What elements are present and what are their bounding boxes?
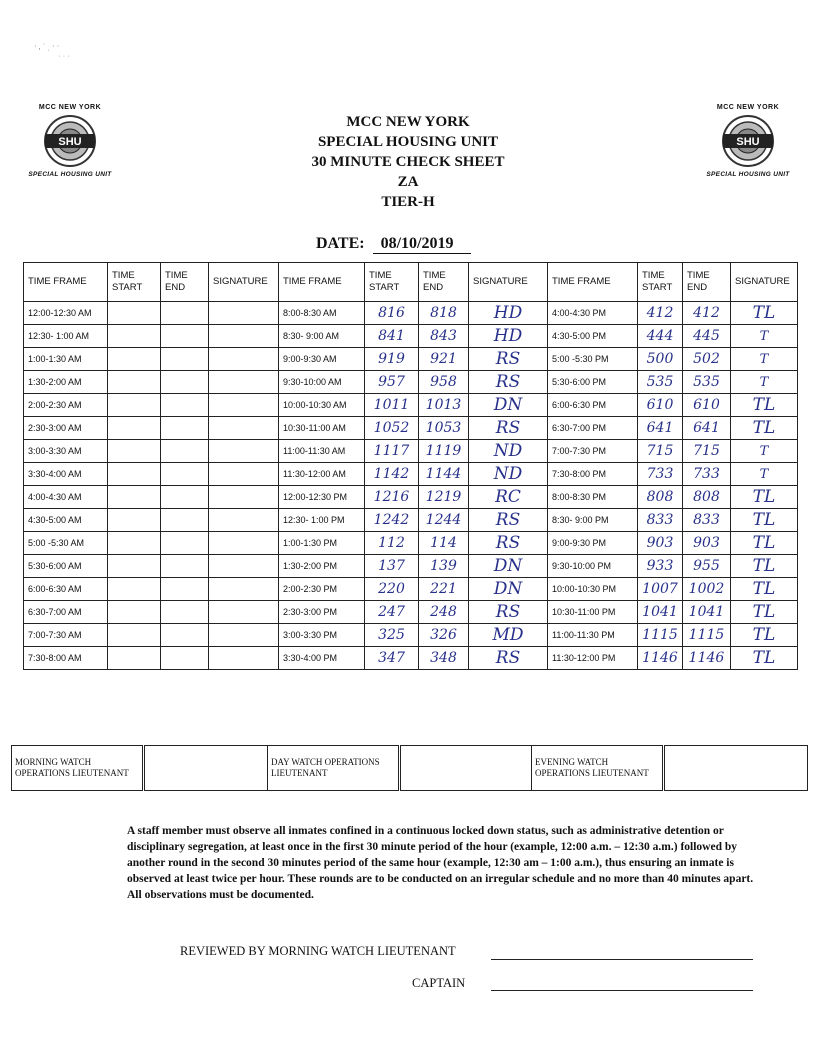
time-frame-cell: 2:00-2:30 AM	[24, 394, 108, 417]
time-frame-cell: 5:30-6:00 PM	[548, 371, 638, 394]
time-end-cell[interactable]: 1002	[683, 578, 731, 601]
time-end-cell[interactable]: 1041	[683, 601, 731, 624]
signature-cell[interactable]	[209, 601, 279, 624]
logo-bottom-text: SPECIAL HOUSING UNIT	[706, 171, 790, 178]
time-frame-cell: 11:00-11:30 PM	[548, 624, 638, 647]
time-frame-cell: 5:30-6:00 AM	[24, 555, 108, 578]
column-header: SIGNATURE	[209, 263, 279, 302]
time-end-cell[interactable]: 921	[419, 348, 469, 371]
table-header-row	[24, 263, 798, 302]
time-start-cell[interactable]: 816	[365, 302, 419, 325]
column-header: TIME END	[683, 263, 731, 302]
column-header: TIME END	[161, 263, 209, 302]
time-start-cell[interactable]: 919	[365, 348, 419, 371]
signature-cell[interactable]: T	[731, 348, 798, 371]
signature-cell[interactable]	[209, 532, 279, 555]
time-end-cell[interactable]: 715	[683, 440, 731, 463]
signature-cell[interactable]: TL	[731, 555, 798, 578]
time-start-cell[interactable]: 715	[638, 440, 683, 463]
time-frame-cell: 9:30-10:00 PM	[548, 555, 638, 578]
time-end-cell[interactable]	[161, 417, 209, 440]
signature-cell[interactable]: TL	[731, 578, 798, 601]
header-line-1: MCC NEW YORK	[346, 114, 470, 130]
signature-cell[interactable]: TL	[731, 601, 798, 624]
time-frame-cell: 10:00-10:30 PM	[548, 578, 638, 601]
time-start-cell[interactable]: 1242	[365, 509, 419, 532]
signature-cell[interactable]: MD	[469, 624, 548, 647]
time-start-cell[interactable]: 1216	[365, 486, 419, 509]
time-frame-cell: 12:00-12:30 AM	[24, 302, 108, 325]
time-start-cell[interactable]: 1007	[638, 578, 683, 601]
time-end-cell[interactable]: 114	[419, 532, 469, 555]
time-frame-cell: 7:30-8:00 PM	[548, 463, 638, 486]
column-header: TIME FRAME	[279, 263, 365, 302]
time-start-cell[interactable]: 1115	[638, 624, 683, 647]
time-start-cell[interactable]: 733	[638, 463, 683, 486]
time-end-cell[interactable]: 248	[419, 601, 469, 624]
policy-notice: A staff member must observe all inmates confined in a continuous locked down status, such as administrative detention or disciplinary segregation, at least once in the first 30 minute period of the hour (example, 12:00 a.m. – 12:30 a.m.) followed by another round in the second 30 minutes period of the same hour (example, 12:30 am – 1:00 a.m.), thus ensuring an inmate is observed at least twice per hour. These rounds are to be conducted on an irregular schedule and no more than 40 minutes apart. All observations must be documented.	[127, 825, 754, 901]
time-end-cell[interactable]	[161, 348, 209, 371]
time-frame-cell: 7:00-7:30 AM	[24, 624, 108, 647]
time-start-cell[interactable]: 641	[638, 417, 683, 440]
column-header: SIGNATURE	[469, 263, 548, 302]
table-row	[24, 371, 798, 394]
time-end-cell[interactable]	[161, 509, 209, 532]
svg-text:SHU: SHU	[736, 136, 760, 148]
table-row	[24, 578, 798, 601]
time-frame-cell: 11:30-12:00 AM	[279, 463, 365, 486]
time-end-cell[interactable]: 1013	[419, 394, 469, 417]
time-start-cell[interactable]	[108, 555, 161, 578]
time-start-cell[interactable]: 957	[365, 371, 419, 394]
time-start-cell[interactable]: 841	[365, 325, 419, 348]
time-start-cell[interactable]: 535	[638, 371, 683, 394]
time-start-cell[interactable]	[108, 348, 161, 371]
time-frame-cell: 4:00-4:30 AM	[24, 486, 108, 509]
time-end-cell[interactable]: 221	[419, 578, 469, 601]
time-end-cell[interactable]	[161, 555, 209, 578]
signature-cell[interactable]: TL	[731, 394, 798, 417]
header-line-5: TIER-H	[381, 194, 435, 210]
time-start-cell[interactable]: 808	[638, 486, 683, 509]
signature-cell[interactable]: DN	[469, 555, 548, 578]
time-frame-cell: 10:30-11:00 PM	[548, 601, 638, 624]
time-start-cell[interactable]	[108, 647, 161, 670]
signature-cell[interactable]: TL	[731, 302, 798, 325]
signature-cell[interactable]: T	[731, 463, 798, 486]
time-start-cell[interactable]	[108, 624, 161, 647]
time-frame-cell: 3:00-3:30 PM	[279, 624, 365, 647]
signature-cell[interactable]: TL	[731, 486, 798, 509]
time-frame-cell: 6:30-7:00 PM	[548, 417, 638, 440]
time-start-cell[interactable]: 903	[638, 532, 683, 555]
signature-cell[interactable]	[209, 509, 279, 532]
time-start-cell[interactable]: 412	[638, 302, 683, 325]
signature-cell[interactable]	[209, 578, 279, 601]
time-frame-cell: 3:30-4:00 AM	[24, 463, 108, 486]
column-header: TIME START	[365, 263, 419, 302]
time-end-cell[interactable]: 610	[683, 394, 731, 417]
time-frame-cell: 6:30-7:00 AM	[24, 601, 108, 624]
signature-cell[interactable]	[209, 440, 279, 463]
time-frame-cell: 12:30- 1:00 AM	[24, 325, 108, 348]
header-line-2: SPECIAL HOUSING UNIT	[317, 134, 499, 150]
scan-mark: · , ˈ ˌ · ·	[34, 42, 60, 51]
table-row	[24, 601, 798, 624]
time-start-cell[interactable]: 1052	[365, 417, 419, 440]
signature-cell[interactable]	[209, 647, 279, 670]
time-start-cell[interactable]	[108, 532, 161, 555]
signature-cell[interactable]: TL	[731, 624, 798, 647]
time-start-cell[interactable]	[108, 486, 161, 509]
time-start-cell[interactable]	[108, 509, 161, 532]
time-end-cell[interactable]: 535	[683, 371, 731, 394]
time-frame-cell: 8:00-8:30 AM	[279, 302, 365, 325]
signature-cell[interactable]	[209, 555, 279, 578]
time-start-cell[interactable]: 347	[365, 647, 419, 670]
time-frame-cell: 3:30-4:00 PM	[279, 647, 365, 670]
review-morning-lt-line[interactable]	[491, 958, 753, 960]
time-end-cell[interactable]: 1053	[419, 417, 469, 440]
signature-cell[interactable]: ND	[469, 440, 548, 463]
time-frame-cell: 8:30- 9:00 PM	[548, 509, 638, 532]
time-end-cell[interactable]: 1219	[419, 486, 469, 509]
table-row	[24, 624, 798, 647]
table-row	[24, 463, 798, 486]
signature-cell[interactable]: HD	[469, 302, 548, 325]
time-frame-cell: 11:30-12:00 PM	[548, 647, 638, 670]
time-start-cell[interactable]: 325	[365, 624, 419, 647]
signature-cell[interactable]	[209, 486, 279, 509]
day-watch-signature[interactable]	[400, 746, 532, 791]
time-end-cell[interactable]: 818	[419, 302, 469, 325]
day-watch-label: DAY WATCH OPERATIONS LIEUTENANT	[268, 746, 400, 791]
date-value: 08/10/2019	[373, 235, 472, 254]
signature-cell[interactable]	[209, 371, 279, 394]
signature-cell[interactable]: TL	[731, 532, 798, 555]
review-morning-lt-label: REVIEWED BY MORNING WATCH LIEUTENANT	[180, 944, 456, 958]
time-start-cell[interactable]	[108, 463, 161, 486]
time-start-cell[interactable]: 1117	[365, 440, 419, 463]
table-row	[24, 417, 798, 440]
table-row	[24, 440, 798, 463]
time-start-cell[interactable]	[108, 440, 161, 463]
time-end-cell[interactable]: 1119	[419, 440, 469, 463]
time-start-cell[interactable]: 220	[365, 578, 419, 601]
time-end-cell[interactable]: 412	[683, 302, 731, 325]
signature-cell[interactable]: HD	[469, 325, 548, 348]
column-header: TIME START	[108, 263, 161, 302]
column-header: TIME START	[638, 263, 683, 302]
table-row	[24, 647, 798, 670]
signature-cell[interactable]: DN	[469, 394, 548, 417]
time-start-cell[interactable]	[108, 371, 161, 394]
signature-cell[interactable]: RS	[469, 647, 548, 670]
time-frame-cell: 11:00-11:30 AM	[279, 440, 365, 463]
evening-watch-signature[interactable]	[664, 746, 808, 791]
table-row	[24, 486, 798, 509]
signature-cell[interactable]: RS	[469, 371, 548, 394]
morning-watch-label: MORNING WATCH OPERATIONS LIEUTENANT	[12, 746, 144, 791]
logo-top-text: MCC NEW YORK	[716, 104, 780, 111]
time-frame-cell: 4:30-5:00 AM	[24, 509, 108, 532]
signature-cell[interactable]: T	[731, 440, 798, 463]
column-header: SIGNATURE	[731, 263, 798, 302]
scan-mark: ˙ ˙ ˙	[58, 54, 70, 63]
time-start-cell[interactable]	[108, 601, 161, 624]
time-end-cell[interactable]	[161, 325, 209, 348]
signature-cell[interactable]: RS	[469, 532, 548, 555]
date-label: DATE:	[316, 235, 365, 252]
time-frame-cell: 1:00-1:30 AM	[24, 348, 108, 371]
time-start-cell[interactable]: 137	[365, 555, 419, 578]
time-end-cell[interactable]	[161, 440, 209, 463]
signature-cell[interactable]	[209, 325, 279, 348]
time-end-cell[interactable]	[161, 647, 209, 670]
signature-cell[interactable]: TL	[731, 647, 798, 670]
time-frame-cell: 3:00-3:30 AM	[24, 440, 108, 463]
time-frame-cell: 6:00-6:30 AM	[24, 578, 108, 601]
signature-cell[interactable]: RS	[469, 417, 548, 440]
time-frame-cell: 2:30-3:00 AM	[24, 417, 108, 440]
signature-cell[interactable]: TL	[731, 509, 798, 532]
time-start-cell[interactable]: 833	[638, 509, 683, 532]
time-end-cell[interactable]: 1115	[683, 624, 731, 647]
signature-cell[interactable]: RS	[469, 348, 548, 371]
time-start-cell[interactable]	[108, 302, 161, 325]
time-end-cell[interactable]: 955	[683, 555, 731, 578]
time-frame-cell: 8:00-8:30 PM	[548, 486, 638, 509]
signature-cell[interactable]	[209, 302, 279, 325]
time-frame-cell: 2:00-2:30 PM	[279, 578, 365, 601]
time-end-cell[interactable]: 843	[419, 325, 469, 348]
time-start-cell[interactable]: 247	[365, 601, 419, 624]
signature-cell[interactable]: ND	[469, 463, 548, 486]
time-start-cell[interactable]: 933	[638, 555, 683, 578]
time-end-cell[interactable]	[161, 394, 209, 417]
time-end-cell[interactable]	[161, 624, 209, 647]
time-frame-cell: 4:30-5:00 PM	[548, 325, 638, 348]
time-frame-cell: 7:30-8:00 AM	[24, 647, 108, 670]
time-start-cell[interactable]: 1146	[638, 647, 683, 670]
time-start-cell[interactable]: 1142	[365, 463, 419, 486]
signature-cell[interactable]: RS	[469, 509, 548, 532]
morning-watch-signature[interactable]	[144, 746, 268, 791]
signature-cell[interactable]: RC	[469, 486, 548, 509]
logo-bottom-text: SPECIAL HOUSING UNIT	[28, 171, 112, 178]
time-end-cell[interactable]	[161, 486, 209, 509]
time-frame-cell: 10:00-10:30 AM	[279, 394, 365, 417]
table-row	[24, 555, 798, 578]
table-row	[24, 325, 798, 348]
time-frame-cell: 5:00 -5:30 AM	[24, 532, 108, 555]
time-end-cell[interactable]: 326	[419, 624, 469, 647]
table-row	[24, 394, 798, 417]
time-start-cell[interactable]: 610	[638, 394, 683, 417]
signature-cell[interactable]: RS	[469, 601, 548, 624]
time-end-cell[interactable]: 808	[683, 486, 731, 509]
time-start-cell[interactable]	[108, 394, 161, 417]
time-start-cell[interactable]	[108, 417, 161, 440]
time-frame-cell: 1:00-1:30 PM	[279, 532, 365, 555]
time-end-cell[interactable]	[161, 371, 209, 394]
time-frame-cell: 5:00 -5:30 PM	[548, 348, 638, 371]
table-row	[24, 509, 798, 532]
time-end-cell[interactable]	[161, 463, 209, 486]
check-sheet-table	[23, 262, 798, 670]
time-start-cell[interactable]: 500	[638, 348, 683, 371]
time-start-cell[interactable]: 444	[638, 325, 683, 348]
time-frame-cell: 8:30- 9:00 AM	[279, 325, 365, 348]
document-header	[0, 112, 816, 212]
signature-cell[interactable]	[209, 394, 279, 417]
table-row	[24, 348, 798, 371]
time-end-cell[interactable]	[161, 578, 209, 601]
time-end-cell[interactable]	[161, 302, 209, 325]
time-end-cell[interactable]: 1244	[419, 509, 469, 532]
signature-cell[interactable]	[209, 417, 279, 440]
signature-cell[interactable]: DN	[469, 578, 548, 601]
time-end-cell[interactable]: 641	[683, 417, 731, 440]
time-end-cell[interactable]: 139	[419, 555, 469, 578]
time-frame-cell: 12:30- 1:00 PM	[279, 509, 365, 532]
time-start-cell[interactable]	[108, 578, 161, 601]
signature-cell[interactable]	[209, 624, 279, 647]
column-header: TIME FRAME	[24, 263, 108, 302]
time-start-cell[interactable]: 1011	[365, 394, 419, 417]
time-end-cell[interactable]: 733	[683, 463, 731, 486]
time-end-cell[interactable]: 502	[683, 348, 731, 371]
column-header: TIME END	[419, 263, 469, 302]
signature-cell[interactable]: T	[731, 325, 798, 348]
time-start-cell[interactable]: 1041	[638, 601, 683, 624]
header-line-3: 30 MINUTE CHECK SHEET	[311, 154, 505, 170]
table-row	[24, 532, 798, 555]
svg-text:SHU: SHU	[58, 136, 82, 148]
evening-watch-label: EVENING WATCH OPERATIONS LIEUTENANT	[532, 746, 664, 791]
time-end-cell[interactable]	[161, 601, 209, 624]
time-frame-cell: 12:00-12:30 PM	[279, 486, 365, 509]
signature-cell[interactable]: TL	[731, 417, 798, 440]
time-frame-cell: 6:00-6:30 PM	[548, 394, 638, 417]
header-line-4: ZA	[397, 174, 419, 190]
time-end-cell[interactable]: 1144	[419, 463, 469, 486]
time-frame-cell: 9:00-9:30 PM	[548, 532, 638, 555]
signature-cell[interactable]: T	[731, 371, 798, 394]
watch-lieutenant-table	[11, 745, 808, 791]
signature-cell[interactable]	[209, 463, 279, 486]
time-end-cell[interactable]: 833	[683, 509, 731, 532]
time-end-cell[interactable]: 1146	[683, 647, 731, 670]
date-line	[316, 235, 471, 254]
time-end-cell[interactable]: 958	[419, 371, 469, 394]
column-header: TIME FRAME	[548, 263, 638, 302]
time-start-cell[interactable]	[108, 325, 161, 348]
review-captain-label: CAPTAIN	[412, 976, 466, 990]
time-frame-cell: 2:30-3:00 PM	[279, 601, 365, 624]
time-end-cell[interactable]: 348	[419, 647, 469, 670]
time-start-cell[interactable]: 112	[365, 532, 419, 555]
time-frame-cell: 9:30-10:00 AM	[279, 371, 365, 394]
logo-top-text: MCC NEW YORK	[38, 104, 102, 111]
time-end-cell[interactable]: 903	[683, 532, 731, 555]
time-frame-cell: 7:00-7:30 PM	[548, 440, 638, 463]
signature-cell[interactable]	[209, 348, 279, 371]
time-frame-cell: 1:30-2:00 AM	[24, 371, 108, 394]
time-end-cell[interactable]: 445	[683, 325, 731, 348]
time-end-cell[interactable]	[161, 532, 209, 555]
review-captain-line[interactable]	[491, 989, 753, 991]
time-frame-cell: 4:00-4:30 PM	[548, 302, 638, 325]
time-frame-cell: 9:00-9:30 AM	[279, 348, 365, 371]
table-row	[24, 302, 798, 325]
time-frame-cell: 10:30-11:00 AM	[279, 417, 365, 440]
time-frame-cell: 1:30-2:00 PM	[279, 555, 365, 578]
